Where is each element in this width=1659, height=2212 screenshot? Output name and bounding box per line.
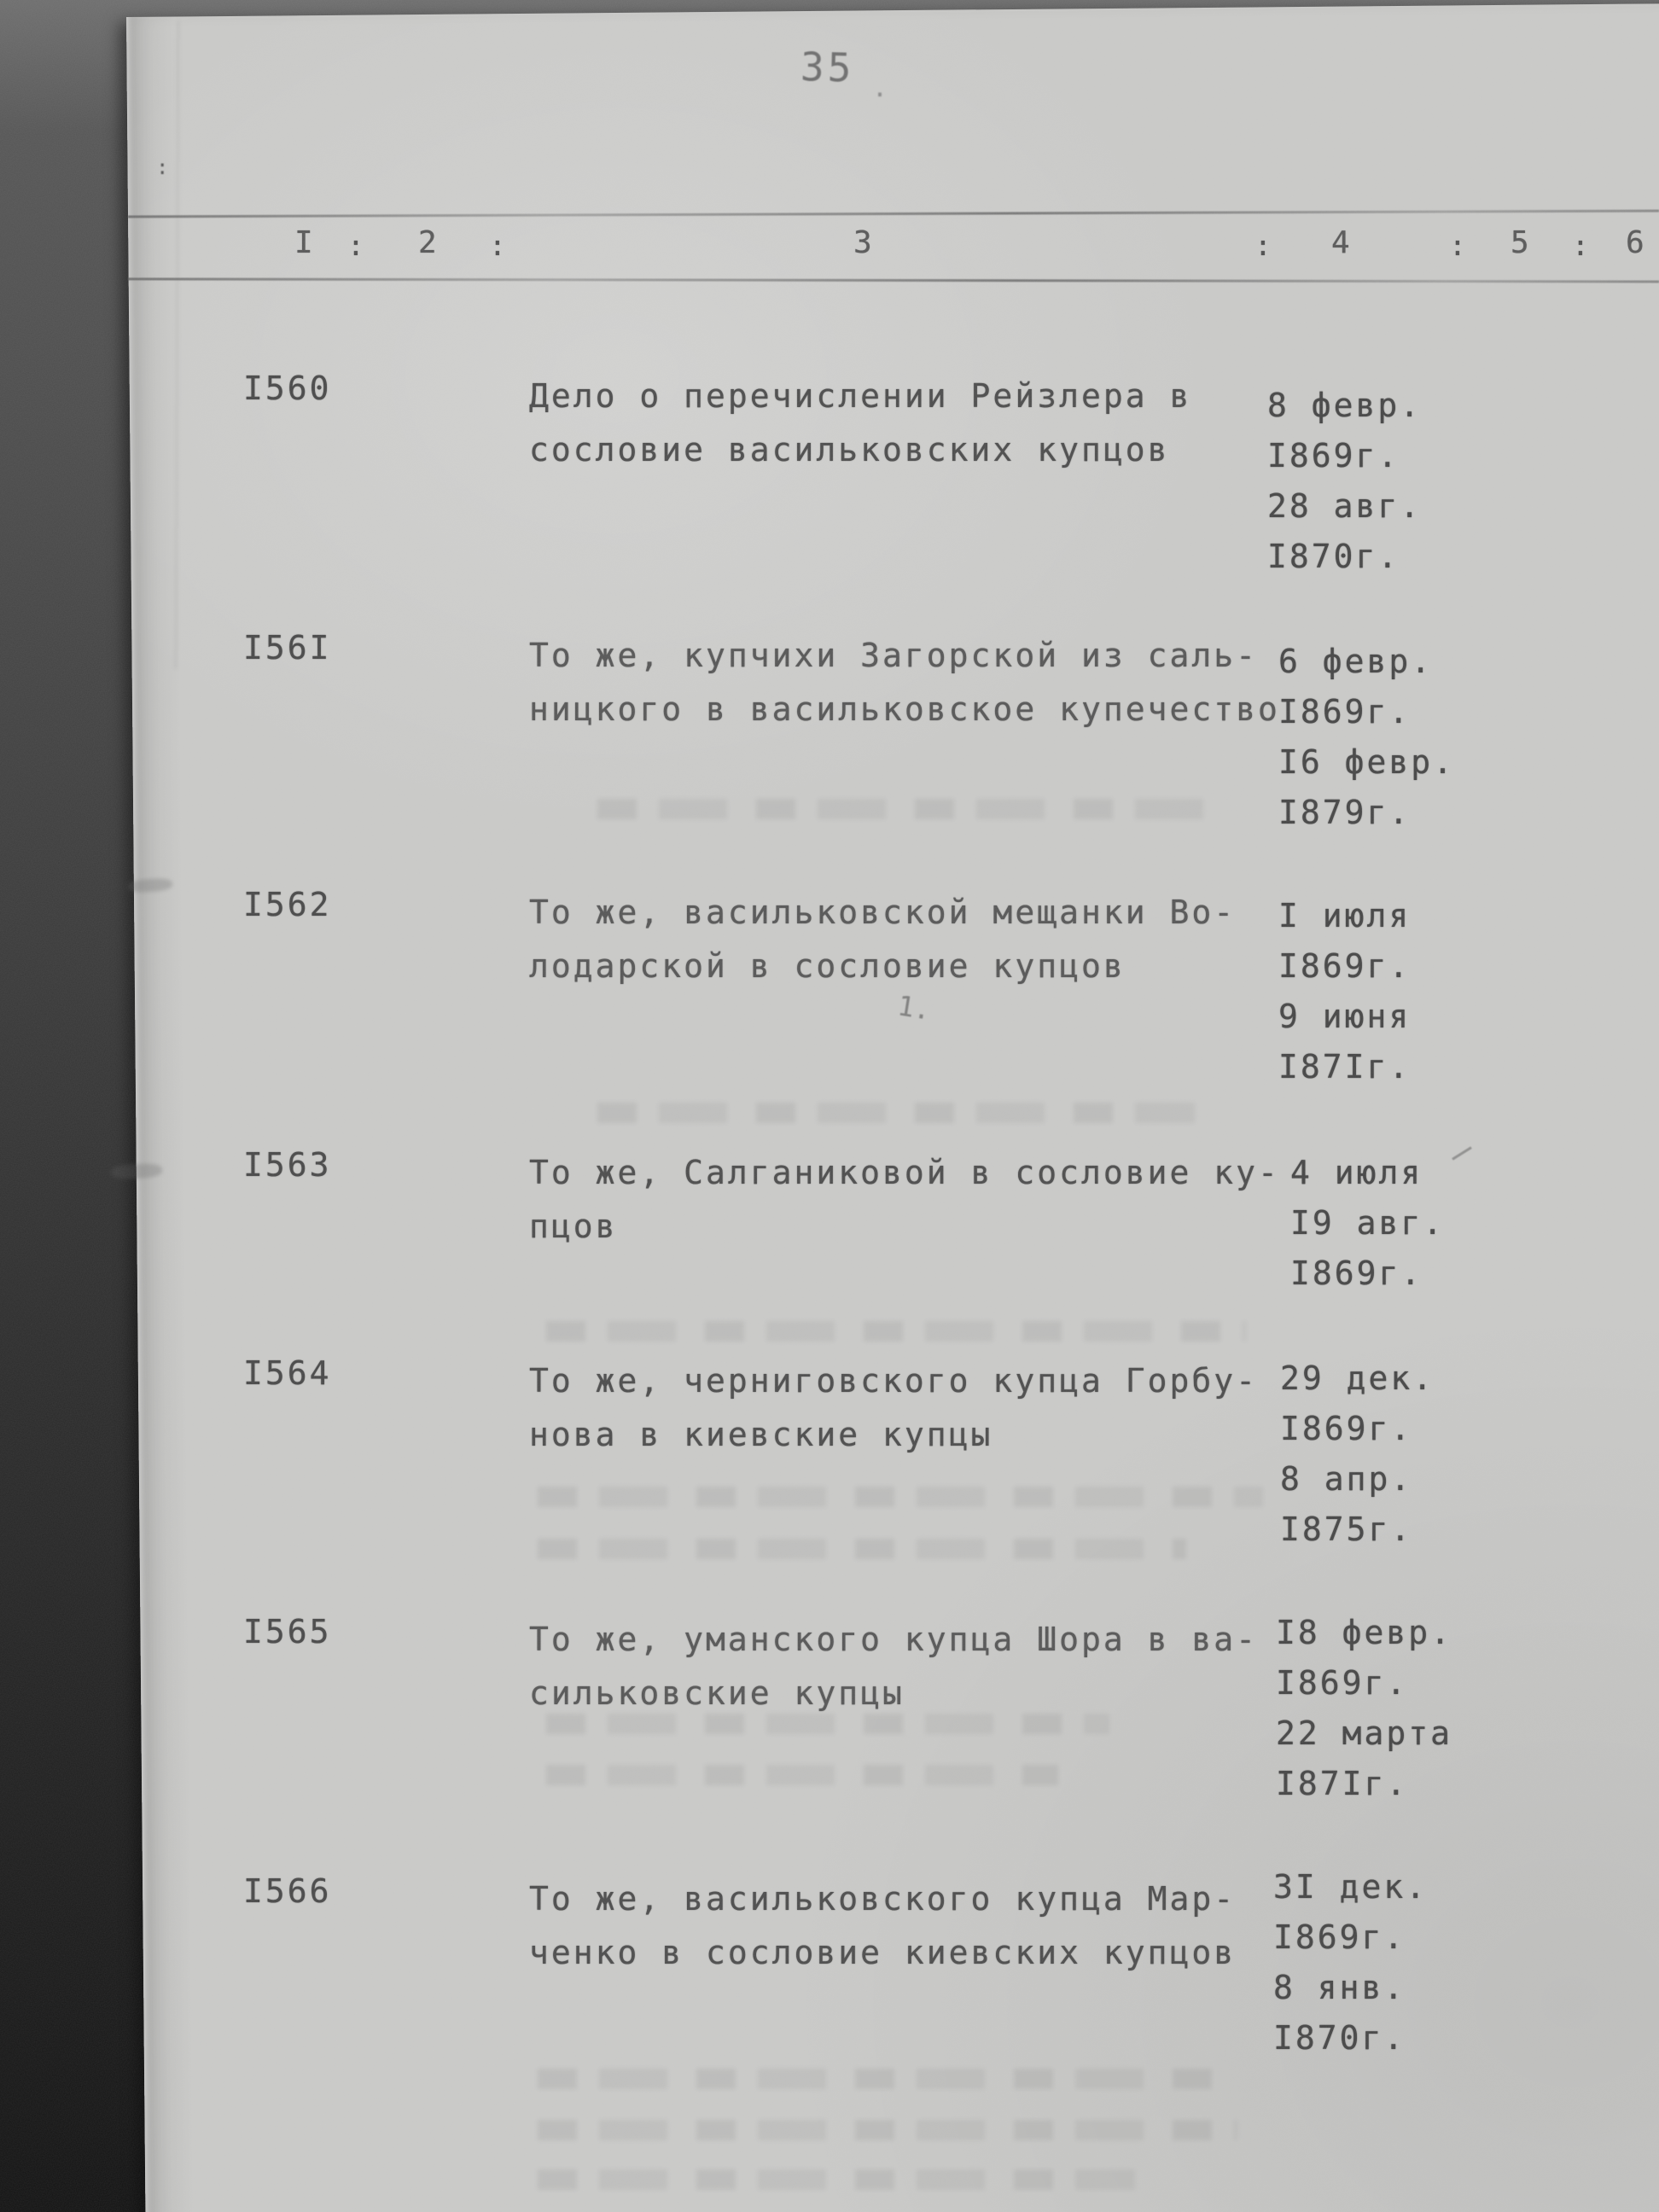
date-line: I875г. bbox=[1280, 1511, 1413, 1548]
bleedthrough-line bbox=[538, 1539, 1186, 1559]
date-line: I869г. bbox=[1267, 437, 1400, 474]
description-line: Дело о перечислении Рейзлера в bbox=[529, 377, 1192, 415]
file-dates bbox=[1290, 1148, 1445, 1299]
date-line: I87Iг. bbox=[1276, 1765, 1409, 1802]
date-line: I6 февр. bbox=[1278, 743, 1456, 781]
date-line: I869г. bbox=[1278, 693, 1412, 731]
file-description bbox=[529, 886, 1236, 993]
bleedthrough-line bbox=[538, 2120, 1237, 2140]
date-line: 29 дек. bbox=[1280, 1359, 1435, 1397]
file-number: I562 bbox=[243, 886, 332, 923]
date-line: 8 апр. bbox=[1280, 1460, 1413, 1498]
header-col-4: 4 bbox=[1331, 225, 1352, 260]
file-number: I564 bbox=[243, 1354, 332, 1392]
description-line: То же, Салганиковой в сословие ку- bbox=[529, 1154, 1280, 1191]
description-line: лодарской в сословие купцов bbox=[529, 947, 1126, 985]
date-line: 9 июня bbox=[1278, 998, 1412, 1035]
description-line: То же, уманского купца Шора в ва- bbox=[529, 1621, 1258, 1658]
date-line: 3I дек. bbox=[1273, 1868, 1429, 1906]
pencil-note: 1. bbox=[895, 989, 934, 1027]
description-line: То же, васильковского купца Мар- bbox=[529, 1880, 1237, 1918]
bleedthrough-line bbox=[546, 1714, 1109, 1734]
description-line: сословие васильковских купцов bbox=[529, 431, 1170, 469]
file-dates bbox=[1278, 891, 1411, 1092]
date-line: I87Iг. bbox=[1278, 1048, 1412, 1086]
date-line: I июля bbox=[1278, 897, 1412, 934]
header-separator: : bbox=[1254, 229, 1273, 262]
file-dates bbox=[1273, 1862, 1428, 2064]
file-description bbox=[529, 370, 1191, 477]
page-number: 35 bbox=[800, 44, 856, 91]
file-dates bbox=[1267, 381, 1422, 582]
description-line: ченко в сословие киевских купцов bbox=[529, 1934, 1237, 1971]
file-dates bbox=[1276, 1608, 1452, 1809]
date-line: 6 февр. bbox=[1278, 643, 1434, 680]
date-line: I869г. bbox=[1273, 1918, 1406, 1956]
bleedthrough-line bbox=[538, 1487, 1263, 1507]
bleedthrough-line bbox=[538, 2069, 1220, 2089]
bleedthrough-line bbox=[538, 2169, 1135, 2190]
date-line: I870г. bbox=[1273, 2019, 1406, 2057]
header-col-3: 3 bbox=[853, 225, 874, 260]
date-line: I870г. bbox=[1267, 538, 1400, 575]
file-description bbox=[529, 629, 1280, 736]
file-description bbox=[529, 1146, 1280, 1254]
stray-dot: . bbox=[872, 73, 888, 103]
file-number: I560 bbox=[243, 370, 332, 407]
file-dates bbox=[1278, 637, 1455, 838]
header-col-2: 2 bbox=[418, 225, 439, 260]
date-line: I869г. bbox=[1280, 1410, 1413, 1447]
bleedthrough-line bbox=[597, 1103, 1195, 1123]
date-line: 8 февр. bbox=[1267, 387, 1423, 424]
date-line: I869г. bbox=[1290, 1254, 1423, 1292]
header-separator: : bbox=[1449, 229, 1468, 262]
description-line: ницкого в васильковское купечество bbox=[529, 690, 1280, 728]
file-number: I566 bbox=[243, 1872, 332, 1910]
header-col-5: 5 bbox=[1511, 225, 1531, 260]
header-separator: : bbox=[1572, 229, 1591, 262]
description-line: нова в киевские купцы bbox=[529, 1416, 993, 1453]
bleedthrough-line bbox=[597, 799, 1229, 819]
description-line: пцов bbox=[529, 1208, 618, 1245]
file-number: I56I bbox=[243, 629, 332, 667]
description-line: То же, купчихи Загорской из саль- bbox=[529, 637, 1258, 674]
file-description bbox=[529, 1354, 1258, 1462]
description-line: То же, черниговского купца Горбу- bbox=[529, 1362, 1258, 1400]
file-description bbox=[529, 1872, 1236, 1980]
date-line: 4 июля bbox=[1290, 1154, 1423, 1191]
header-col-1: I bbox=[294, 225, 315, 260]
date-line: I869г. bbox=[1276, 1664, 1409, 1702]
bleedthrough-line bbox=[546, 1765, 1058, 1785]
header-col-6: 6 bbox=[1626, 225, 1646, 260]
date-line: I8 февр. bbox=[1276, 1614, 1453, 1651]
bleedthrough-line bbox=[546, 1321, 1246, 1342]
margin-colon-mark: : bbox=[156, 155, 169, 179]
header-separator: : bbox=[489, 229, 508, 262]
date-line: I879г. bbox=[1278, 794, 1412, 831]
date-line: 22 марта bbox=[1276, 1714, 1453, 1752]
file-dates bbox=[1280, 1353, 1435, 1555]
date-line: I9 авг. bbox=[1290, 1204, 1446, 1242]
date-line: I869г. bbox=[1278, 947, 1412, 985]
description-line: сильковские купцы bbox=[529, 1674, 905, 1712]
file-number: I563 bbox=[243, 1146, 332, 1184]
date-line: 8 янв. bbox=[1273, 1969, 1406, 2006]
date-line: 28 авг. bbox=[1267, 487, 1423, 525]
file-number: I565 bbox=[243, 1613, 332, 1650]
header-separator: : bbox=[347, 229, 366, 262]
description-line: То же, васильковской мещанки Во- bbox=[529, 894, 1237, 931]
file-description bbox=[529, 1613, 1258, 1720]
